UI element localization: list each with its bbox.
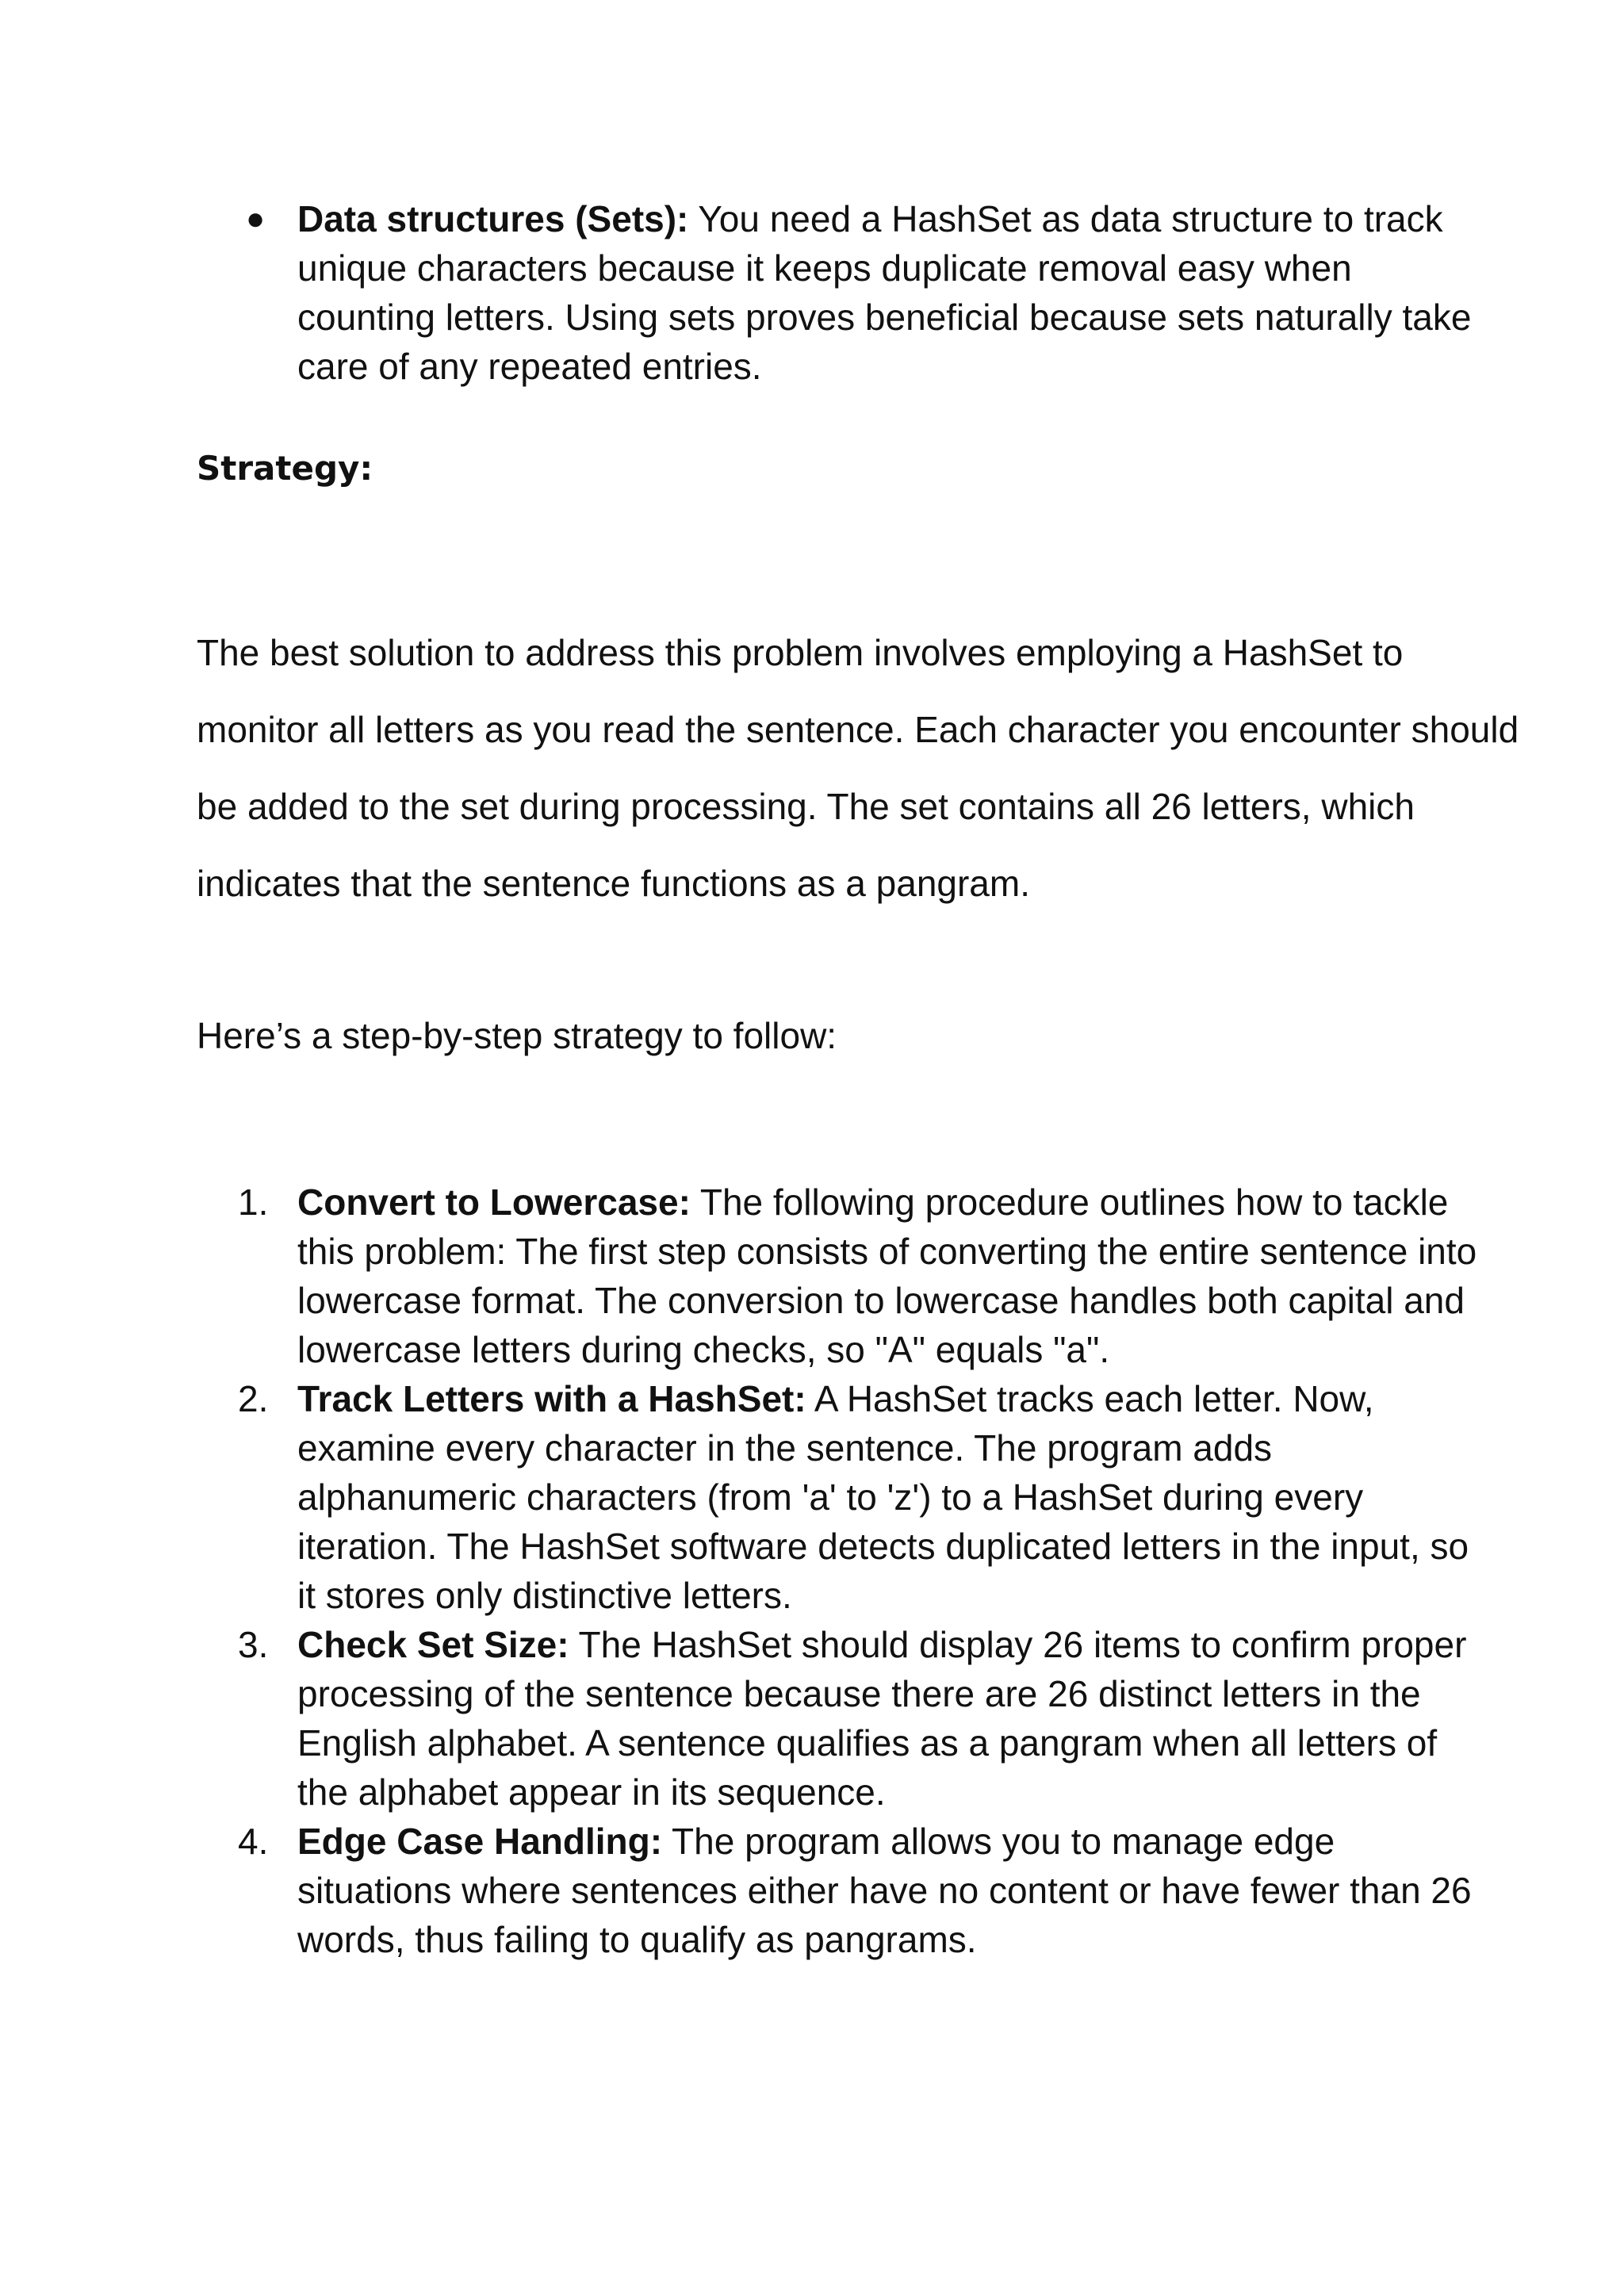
bullet-item-data-structures [246,194,1483,391]
step-number: 2. [238,1378,269,1419]
bullet-text: You need a HashSet as data structure to track unique characters because it keeps duplicate removal easy when counting letters. Using sets proves beneficial because sets naturally take care of any repeated entries. [297,198,1472,387]
step-text: The program allows you to manage edge situations where sentences either have no content or have fewer than 26 words, thus failing to qualify as pangrams. [297,1821,1472,1960]
step-number: 4. [238,1821,269,1862]
bullet-list [246,194,1483,391]
step-text: The HashSet should display 26 items to confirm proper processing of the sentence because there are 26 distinct letters in the English alphabet. A sentence qualifies as a pangram when all letters of the alphabet appear in its sequence. [297,1624,1467,1813]
step-item-track-letters [238,1374,1483,1620]
strategy-heading: Strategy: [197,449,373,488]
step-item-edge-case-handling [238,1817,1483,1964]
steps-list [238,1178,1483,1964]
step-text: A HashSet tracks each letter. Now, examine every character in the sentence. The program adds alphanumeric characters (from 'a' to 'z') to a HashSet during every iteration. The HashSet software detects duplicated letters in the input, so it stores only distinctive letters. [297,1378,1469,1616]
steps-intro: Here’s a step-by-step strategy to follow: [197,1015,837,1056]
step-bold-lead: Convert to Lowercase: [297,1181,691,1223]
step-item-convert-lowercase [238,1178,1483,1374]
bullet-marker: ● [246,201,266,236]
step-number: 3. [238,1624,269,1665]
step-bold-lead: Edge Case Handling: [297,1821,663,1862]
bullet-bold-lead: Data structures (Sets): [297,198,689,239]
step-bold-lead: Track Letters with a HashSet: [297,1378,806,1419]
step-item-check-set-size [238,1620,1483,1817]
step-number: 1. [238,1181,269,1223]
strategy-paragraph: The best solution to address this problem involves employing a HashSet to monitor all letters as you read the sentence. Each character you encounter should be added to the set during processing. The set contains all 26 letters, which indicates that the sentence functions as a pangram. [197,632,1519,904]
step-text: The following procedure outlines how to tackle this problem: The first step consists of converting the entire sentence into lowercase format. The conversion to lowercase handles both capital and lowercase letters during checks, so "A" equals "a". [297,1181,1477,1370]
step-bold-lead: Check Set Size: [297,1624,569,1665]
